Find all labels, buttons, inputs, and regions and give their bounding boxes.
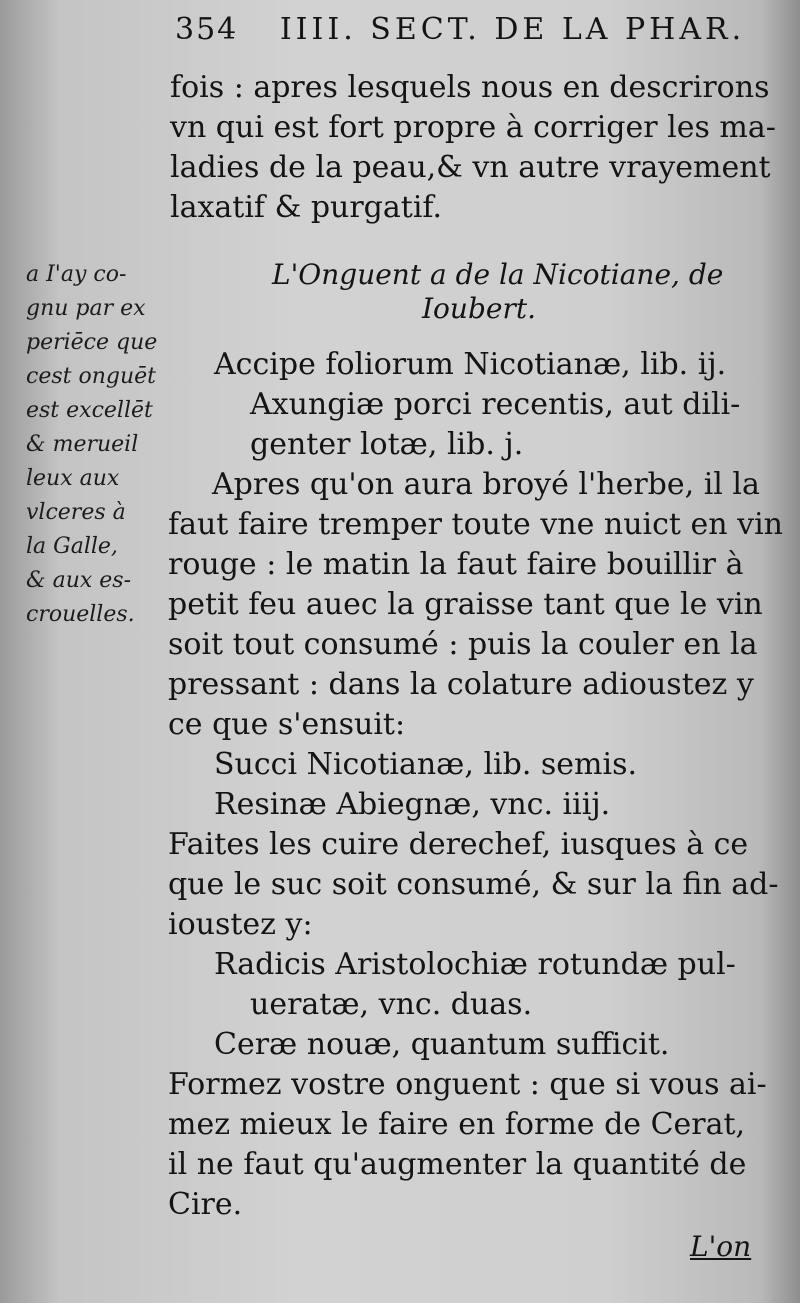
margin-note-line: & aux es- (26, 568, 132, 593)
text-line: Faites les cuire derechef, iusques à ce (168, 827, 749, 862)
text-line: fois : apres lesquels nous en descrirons (170, 70, 770, 105)
text-line: pressant : dans la colature adioustez y (168, 667, 754, 702)
text-line: ce que s'ensuit: (168, 707, 406, 742)
text-line: vn qui est fort propre à corriger les ma- (170, 110, 776, 145)
intro-paragraph (170, 68, 776, 228)
text-line: ladies de la peau,& vn autre vrayement (170, 150, 771, 185)
text-line: laxatif & purgatif. (170, 190, 442, 225)
text-line: ioustez y: (168, 907, 313, 942)
section-title-line-1: L'Onguent a de la Nicotiane, de (272, 258, 724, 291)
text-line: il ne faut qu'augmenter la quantité de (168, 1147, 747, 1182)
margin-note-line: leux aux (26, 466, 120, 491)
page-number: 354 (175, 12, 239, 47)
text-line: Formez vostre onguent : que si vous ai- (168, 1067, 767, 1102)
text-line: Cire. (168, 1187, 243, 1222)
text-line: Succi Nicotianæ, lib. semis. (214, 747, 638, 782)
margin-note-line: & merueil (26, 432, 139, 457)
recipe-body (168, 345, 783, 1225)
margin-note-line: gnu par ex (26, 296, 146, 321)
text-line: Accipe foliorum Nicotianæ, lib. ij. (214, 347, 727, 382)
text-line: rouge : le matin la faut faire bouillir à (168, 547, 744, 582)
margin-note-line: vlceres à (26, 500, 126, 525)
text-line: Radicis Aristolochiæ rotundæ pul- (214, 947, 736, 982)
text-line: petit feu auec la graisse tant que le vin (168, 587, 763, 622)
text-line: ueratæ, vnc. duas. (250, 987, 533, 1022)
margin-note-line: la Galle, (26, 534, 118, 559)
text-line: Ceræ nouæ, quantum sufficit. (214, 1027, 670, 1062)
margin-note-line: a I'ay co- (26, 262, 127, 287)
text-line: mez mieux le faire en forme de Cerat, (168, 1107, 746, 1142)
margin-note-line: est excellēt (26, 398, 153, 423)
margin-note-line: crouelles. (26, 602, 135, 627)
running-head: IIII. SECT. DE LA PHAR. (279, 12, 746, 47)
text-line: genter lotæ, lib. j. (250, 427, 524, 462)
page-header (175, 12, 755, 58)
text-line: que le suc soit consumé, & sur la fin ad- (168, 867, 779, 902)
text-line: Axungiæ porci recentis, aut dili- (250, 387, 741, 422)
section-title-line-2: Ioubert. (422, 292, 536, 325)
text-line: Resinæ Abiegnæ, vnc. iiij. (214, 787, 611, 822)
text-line: soit tout consumé : puis la couler en la (168, 627, 758, 662)
text-line: Apres qu'on aura broyé l'herbe, il la (212, 467, 760, 502)
margin-note-line: periēce que (26, 330, 158, 355)
catchword: L'on (690, 1230, 752, 1263)
margin-note (26, 258, 157, 632)
text-line: faut faire tremper toute vne nuict en vin (168, 507, 783, 542)
margin-note-line: cest onguēt (26, 364, 156, 389)
